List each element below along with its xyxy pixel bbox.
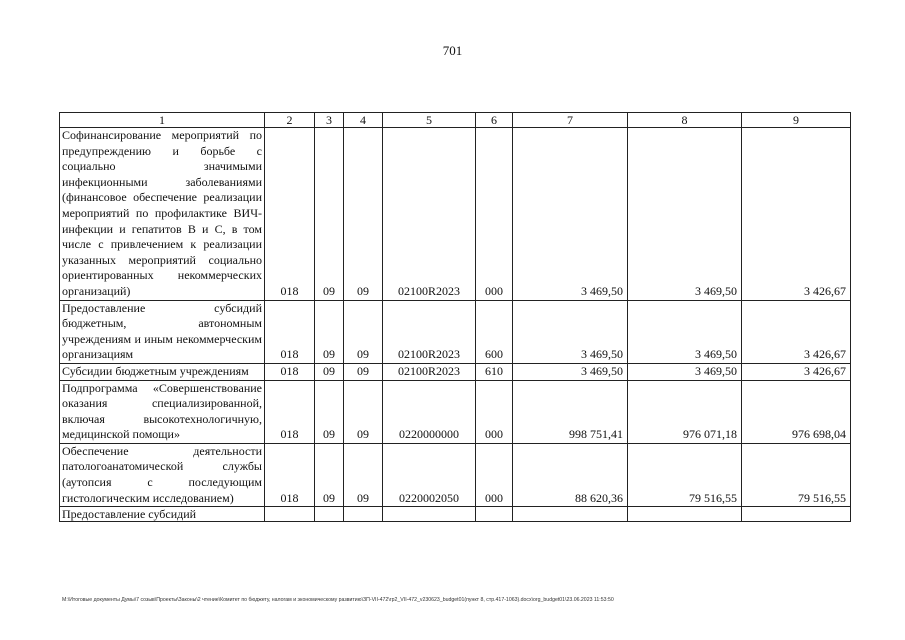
column-header-row xyxy=(60,113,851,128)
budget-table xyxy=(59,112,851,522)
cell-amount-7: 3 469,50 xyxy=(513,128,628,301)
column-header-4: 4 xyxy=(344,113,383,128)
cell-target-article xyxy=(383,507,476,522)
column-header-8: 8 xyxy=(628,113,742,128)
cell-amount-8 xyxy=(628,507,742,522)
row-name: Софинансирование мероприятий по предупреждению и борьбе с социально значимыми инфекционными заболеваниями (финансовое обеспечение реализации мероприятий по профилактике ВИЧ-инфекции и гепатитов В и С, в том числе с привлечением к реализации указанных мероприятий социально ориентированных некоммерческих организаций) xyxy=(60,128,265,301)
cell-expense-type: 000 xyxy=(476,380,513,443)
cell-admin-code: 018 xyxy=(265,300,315,363)
cell-amount-9: 976 698,04 xyxy=(742,380,851,443)
cell-amount-7: 3 469,50 xyxy=(513,363,628,380)
cell-expense-type: 000 xyxy=(476,128,513,301)
cell-subsection: 09 xyxy=(344,128,383,301)
cell-amount-9: 79 516,55 xyxy=(742,443,851,506)
cell-section: 09 xyxy=(315,443,344,506)
row-name: Субсидии бюджетным учреждениям xyxy=(60,363,265,380)
cell-amount-9 xyxy=(742,507,851,522)
row-name: Подпрограмма «Совершенствование оказания специализированной, включая высокотехнологичную, медицинской помощи» xyxy=(60,380,265,443)
cell-amount-7: 998 751,41 xyxy=(513,380,628,443)
cell-amount-7: 3 469,50 xyxy=(513,300,628,363)
table-row xyxy=(60,128,851,301)
cell-subsection: 09 xyxy=(344,300,383,363)
cell-section: 09 xyxy=(315,300,344,363)
column-header-5: 5 xyxy=(383,113,476,128)
cell-amount-8: 976 071,18 xyxy=(628,380,742,443)
cell-subsection: 09 xyxy=(344,363,383,380)
cell-expense-type xyxy=(476,507,513,522)
cell-admin-code: 018 xyxy=(265,443,315,506)
row-name: Предоставление субсидий бюджетным, автономным учреждениям и иным некоммерческим организациям xyxy=(60,300,265,363)
cell-amount-8: 3 469,50 xyxy=(628,300,742,363)
table-row xyxy=(60,363,851,380)
column-header-2: 2 xyxy=(265,113,315,128)
table-row xyxy=(60,507,851,522)
document-path-footer: М:\Итоговые документы Думы\7 созыв\Проекты\Законы\2 чтение\Комитет по бюджету, налогам и экономическому развитию\ЗП-VII-472\гр2_VII-472_v230623_budget01(пункт 8, стр.417-1063).docx\org_budget01\23.06.2023 11:53:50 xyxy=(62,597,614,603)
cell-admin-code xyxy=(265,507,315,522)
column-header-1: 1 xyxy=(60,113,265,128)
column-header-3: 3 xyxy=(315,113,344,128)
cell-amount-9: 3 426,67 xyxy=(742,363,851,380)
cell-amount-9: 3 426,67 xyxy=(742,128,851,301)
table-row xyxy=(60,443,851,506)
cell-expense-type: 000 xyxy=(476,443,513,506)
cell-subsection xyxy=(344,507,383,522)
cell-admin-code: 018 xyxy=(265,363,315,380)
cell-amount-7: 88 620,36 xyxy=(513,443,628,506)
cell-target-article: 02100R2023 xyxy=(383,363,476,380)
row-name: Предоставление субсидий xyxy=(60,507,265,522)
column-header-9: 9 xyxy=(742,113,851,128)
cell-amount-8: 3 469,50 xyxy=(628,363,742,380)
row-name: Обеспечение деятельности патологоанатомической службы (аутопсия с последующим гистологическим исследованием) xyxy=(60,443,265,506)
table-row xyxy=(60,380,851,443)
cell-subsection: 09 xyxy=(344,380,383,443)
column-header-7: 7 xyxy=(513,113,628,128)
table-row xyxy=(60,300,851,363)
cell-section xyxy=(315,507,344,522)
cell-subsection: 09 xyxy=(344,443,383,506)
cell-amount-7 xyxy=(513,507,628,522)
cell-expense-type: 600 xyxy=(476,300,513,363)
cell-target-article: 02100R2023 xyxy=(383,300,476,363)
cell-admin-code: 018 xyxy=(265,128,315,301)
cell-section: 09 xyxy=(315,363,344,380)
cell-target-article: 02100R2023 xyxy=(383,128,476,301)
column-header-6: 6 xyxy=(476,113,513,128)
cell-amount-8: 3 469,50 xyxy=(628,128,742,301)
cell-amount-8: 79 516,55 xyxy=(628,443,742,506)
cell-target-article: 0220000000 xyxy=(383,380,476,443)
page-number: 701 xyxy=(442,43,463,58)
cell-section: 09 xyxy=(315,128,344,301)
cell-target-article: 0220002050 xyxy=(383,443,476,506)
cell-amount-9: 3 426,67 xyxy=(742,300,851,363)
cell-section: 09 xyxy=(315,380,344,443)
cell-expense-type: 610 xyxy=(476,363,513,380)
cell-admin-code: 018 xyxy=(265,380,315,443)
